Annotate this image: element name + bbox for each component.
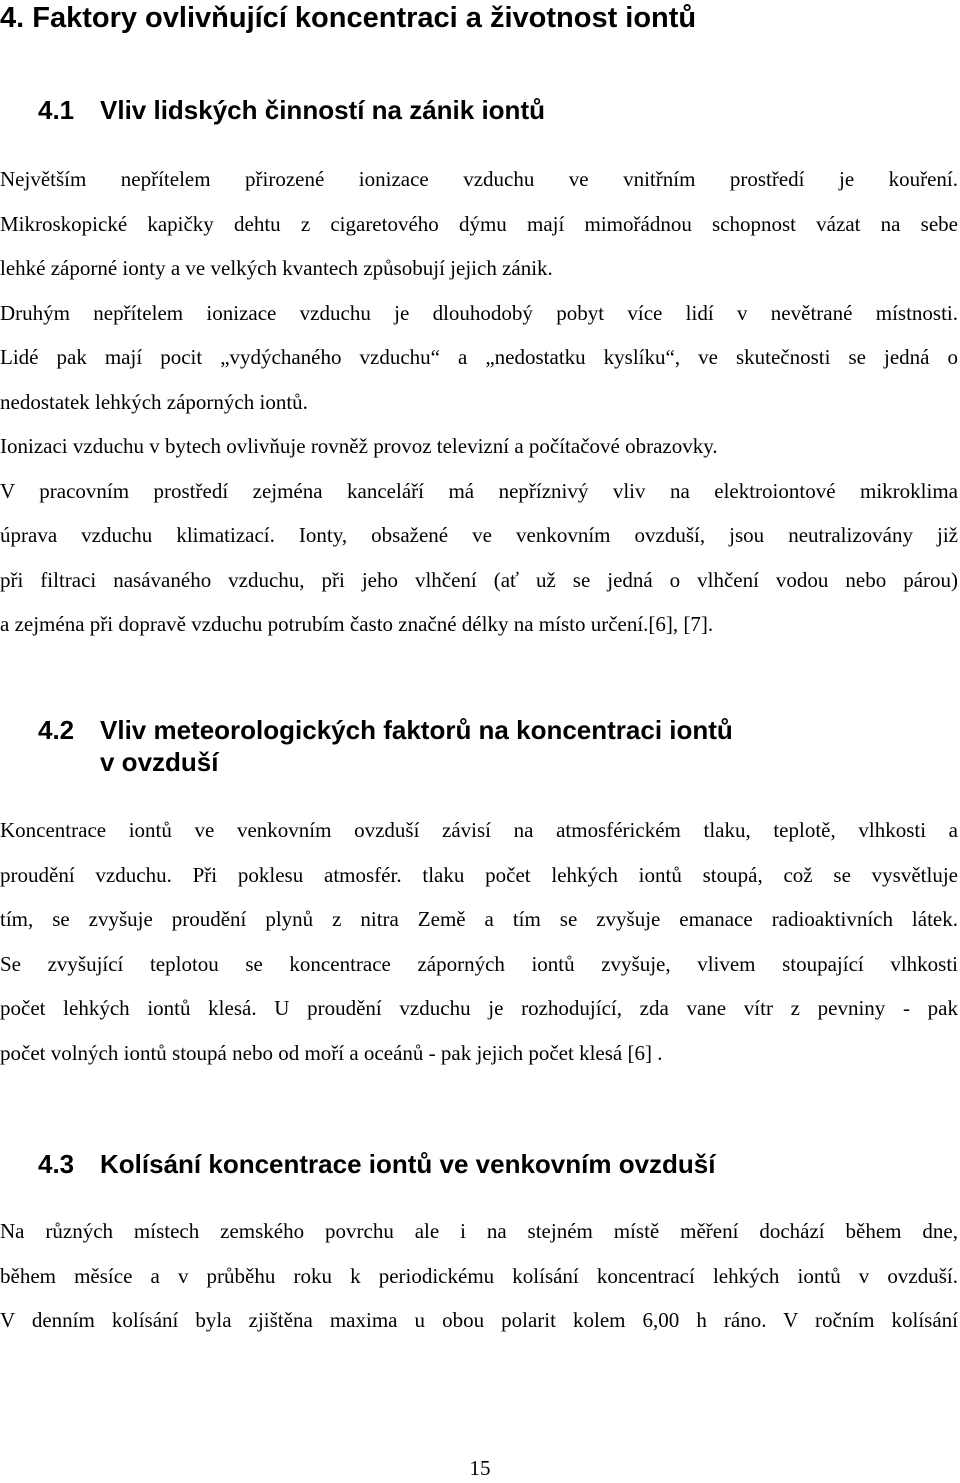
paragraph-line: při filtraci nasávaného vzduchu, při jeho vlhčení (ať už se jedná o vlhčení vodou nebo párou) xyxy=(0,567,958,592)
paragraph-line: Koncentrace iontů ve venkovním ovzduší závisí na atmosférickém tlaku, teplotě, vlhkosti a xyxy=(0,818,958,842)
paragraph-line: počet lehkých iontů klesá. U proudění vzduchu je rozhodující, zda vane vítr z pevniny - pak xyxy=(0,996,958,1020)
section-4-3-heading xyxy=(38,1148,716,1180)
paragraph-line: proudění vzduchu. Při poklesu atmosfér. tlaku počet lehkých iontů stoupá, což se vysvětluje xyxy=(0,862,958,887)
paragraph-line: Na různých místech zemského povrchu ale i na stejném místě měření dochází během dne, xyxy=(0,1219,958,1243)
section-4-3-number: 4.3 xyxy=(38,1149,75,1179)
paragraph-line: počet volných iontů stoupá nebo od moří a oceánů - pak jejich počet klesá [6] . xyxy=(0,1040,663,1065)
paragraph-line: Se zvyšující teplotou se koncentrace záporných iontů zvyšuje, vlivem stoupající vlhkosti xyxy=(0,951,958,976)
paragraph-line: Mikroskopické kapičky dehtu z cigaretového dýmu mají mimořádnou schopnost vázat na sebe xyxy=(0,211,958,236)
paragraph-line: Druhým nepřítelem ionizace vzduchu je dlouhodobý pobyt více lidí v nevětrané místnosti. xyxy=(0,300,958,325)
paragraph-line: Ionizaci vzduchu v bytech ovlivňuje rovněž provoz televizní a počítačové obrazovky. xyxy=(0,434,718,458)
paragraph-line: nedostatek lehkých záporných iontů. xyxy=(0,389,308,414)
paragraph-line: a zejména při dopravě vzduchu potrubím často značné délky na místo určení.[6], [7]. xyxy=(0,612,714,636)
section-4-2-title-continuation: v ovzduší xyxy=(100,747,219,777)
paragraph-line: tím, se zvyšuje proudění plynů z nitra Země a tím se zvyšuje emanace radioaktivních látek. xyxy=(0,907,958,931)
section-4-1-heading xyxy=(38,94,545,126)
section-4-2-title: Vliv meteorologických faktorů na koncentraci iontů xyxy=(100,715,733,745)
section-4-1-number: 4.1 xyxy=(38,95,75,125)
section-4-2-number: 4.2 xyxy=(38,715,75,745)
paragraph-line: Největším nepřítelem přirozené ionizace vzduchu ve vnitřním prostředí je kouření. xyxy=(0,167,958,191)
chapter-heading: 4. Faktory ovlivňující koncentraci a životnost iontů xyxy=(0,2,697,34)
paragraph-line: V denním kolísání byla zjištěna maxima u obou polarit kolem 6,00 h ráno. V ročním kolísání xyxy=(0,1308,958,1332)
paragraph-line: úprava vzduchu klimatizací. Ionty, obsažené ve venkovním ovzduší, jsou neutralizovány již xyxy=(0,523,958,547)
paragraph-line: během měsíce a v průběhu roku k periodickému kolísání koncentrací lehkých iontů v ovzduší. xyxy=(0,1263,958,1288)
section-4-1-body xyxy=(0,157,958,647)
section-4-2-body xyxy=(0,808,958,1075)
paragraph-line: lehké záporné ionty a ve velkých kvantech způsobují jejich zánik. xyxy=(0,256,553,280)
section-4-3-title: Kolísání koncentrace iontů ve venkovním ovzduší xyxy=(100,1149,716,1179)
paragraph-line: Lidé pak mají pocit „vydýchaného vzduchu“ a „nedostatku kyslíku“, ve skutečnosti se jedná o xyxy=(0,345,958,369)
section-4-3-body xyxy=(0,1209,958,1343)
page-number: 15 xyxy=(469,1456,491,1480)
paragraph-line: V pracovním prostředí zejména kanceláří má nepříznivý vliv na elektroiontové mikroklima xyxy=(0,478,958,503)
section-4-2-heading xyxy=(38,714,733,778)
section-4-1-title: Vliv lidských činností na zánik iontů xyxy=(100,95,545,125)
